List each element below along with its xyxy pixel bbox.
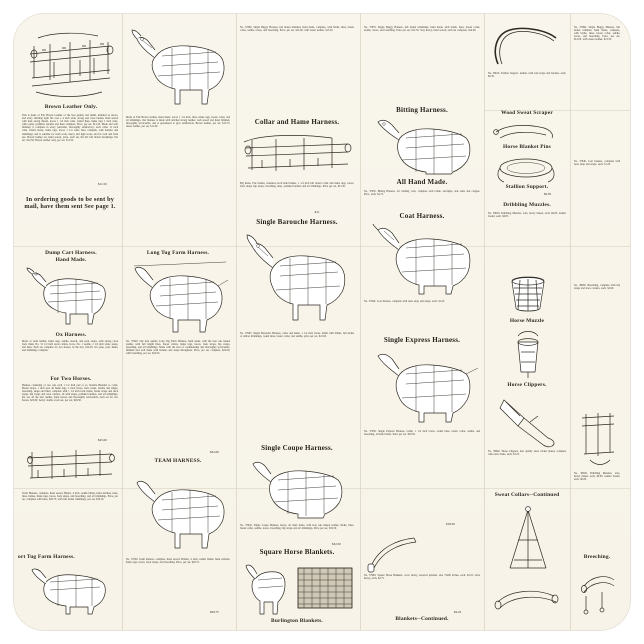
column-divider (360, 14, 361, 630)
heading-collar-hame: Collar and Hame Harness. (254, 118, 340, 126)
stallion-support-engraving (500, 504, 556, 578)
body-text: Made of Fair Brown leather, hand made, traces 1 1/4 inch, lines, hame tugs, breast collar, and all trimmings. Our harness is made with stitched strong leather, well sewed and hand finished, thoroughly serviceable, and is guaranteed to give satisfaction. Brown leather, per set, $10.75; russet leather, per set, $11.00. (126, 116, 230, 129)
heading-all-hand-made: All Hand Made. (396, 178, 448, 186)
body-text: No. 38060. Breeching, complete with hip straps and trace carriers, each, $2.90. (574, 284, 620, 291)
column-divider (570, 14, 571, 630)
body-text: Team Harness, complete, hand sewed, Brides, 4 inch, saddle blinds, hand stitched, reins, lines, hames, hame tugs, traces, back straps, and breeching, and all trimmings. Price, per set, complete with lines, $29.75; with full nickel trimmings, per set, $33.50. (22, 492, 118, 502)
heading-long-tug: Long Tug Farm Harness. (146, 250, 210, 256)
harness-frame-engraving (24, 28, 118, 100)
body-text: No. 38010. Stallion Support, leather, with web straps and buckles, each, $2.50. (488, 72, 566, 79)
heading-hand-made: Hand Made. (55, 257, 87, 263)
horse-profile-engraving (366, 118, 480, 176)
heading-square-blankets: Square Horse Blankets. (259, 548, 335, 556)
catalogue-page-collage (14, 14, 630, 630)
heading-wood-sweat-scraper: Wood Sweat Scraper (501, 110, 553, 116)
price-value: $0.95 (544, 192, 552, 196)
harnessed-horse-engraving (24, 266, 118, 328)
body-text: No. 37890. Single Buggy Harness, full nickel trimmed, hand made, complete, with bridle, lines, breast collar, saddle, traces, and breeching. Price, per set, $12.00; with russet leather, $13.50. (240, 26, 354, 33)
body-text: No. 37930. Team harness, complete, hand sewed, Bridles, 4 inch, saddle blinds, hand stitched, hame tugs, traces, back straps, and breeching. Price, per set, $29.75. (126, 558, 230, 565)
column-divider (484, 14, 485, 630)
body-text: Big hame, Fair leather, extended stock hand hames, 1 1/4 inch full nickel collar and hame tugs, traces, back straps, hip straps, breeching, lines, polished buckles and all trimmings. Price per set, $15.50. (240, 182, 354, 189)
heading-breeching: Breeching. (583, 554, 611, 560)
price-value: $2.25 (454, 610, 462, 614)
body-text: No. 37940. Coat harness, complete with neck strap and snaps, each, $1.25. (574, 160, 620, 167)
stallion-support-engraving (492, 154, 562, 184)
harnessed-horse-engraving (242, 458, 354, 520)
heading-short-tug: ort Tug Farm Harness. (18, 554, 75, 560)
body-text: No. 37980. Square Horse Blankets, wool, heavy, assorted patterns, size 72x80 inches, each, $2.25; extra heavy, each, $2.75. (364, 574, 480, 581)
horse-profile-engraving (242, 232, 354, 328)
heading-dribbling-muzzles: Dribbling Muzzles. (503, 202, 551, 208)
wire-muzzle-engraving (504, 270, 552, 316)
price-value: $25.00 (98, 438, 107, 442)
body-text: Made of solid leather, hame tugs, saddle, breech, and neck straps, with strong close back chain, No. 31 1/2 inch stock collars, bows, No. 1 saddle, 2 1/2 inch wide, snaps, and lines. Each set complete for two horses, in the box, $14.50. Ox yoke, pole, hame, and trimmings complete. (22, 340, 118, 353)
heading-team-harness: TEAM HARNESS. (154, 458, 202, 464)
price-value: $18.50 (446, 522, 455, 526)
heading-horse-blanket-pins: Horse Blanket Pins (503, 144, 551, 150)
body-text: No. 37890. Single Buggy Harness, full nickel trimmed, hand made, complete, with bridle, lines, breast collar, saddle, traces, and breeching. Price, per set, $12.00; with russet leather, $13.50. (574, 26, 620, 42)
horse-profile-engraving (128, 26, 232, 112)
body-text: No. 37870. Single Buggy Harness, full nickel trimmings, hand made, with bridle, lines, breast collar, saddle, traces, and breeching. Price per set, $12.50. Very heavy, hand sewed; each set complete, $14.00. (364, 26, 480, 33)
heading-blankets-continued: Blankets--Continued. (395, 616, 449, 622)
price-value: $11.50 (98, 182, 107, 186)
horse-clipper-engraving (494, 392, 562, 448)
heading-dump-cart: Dump Cart Harness. (45, 250, 97, 256)
heading-bitting: Bitting Harness. (396, 106, 448, 114)
harness-frame-engraving (242, 132, 354, 178)
column-divider (236, 14, 237, 630)
horse-collar-engraving (490, 24, 564, 72)
heading-horse-muzzle: Horse Muzzle (509, 318, 545, 324)
heading-ox-harness: Ox Harness. (55, 332, 87, 338)
heading-brown-leather-only: Brown Leather Only. (44, 104, 98, 110)
harnessed-horse-engraving (128, 260, 232, 336)
heading-two-horses: For Two Horses. (50, 376, 92, 382)
heading-sweat-collars: Sweat Collars--Continued (494, 492, 560, 498)
order-note: In ordering goods to be sent by mail, have them sent See page 1. (24, 196, 116, 210)
body-text: No. 37905. Single Barouche Harness, collar and hame, 1 1/4 inch traces, bridle with blinds, full nickel or rubber trimmings, round lines, breast collar, and saddle, price per set, $21.00. (240, 332, 354, 339)
body-text: No. 37920. Our best quality Long Tug Farm Harness, hand made, with the best oak tanned leather, with full length lines, breast collars, hame tugs, traces, back straps, hip straps, breeching, and all trimmings. Made with the best of workmanship and thoroughly serviceable, finished and well made with buckles and snaps throughout. Price, per set, complete, $22.00; with breeching, per set, $24.50. (126, 340, 230, 356)
body-text: Harness consisting of two sets each 1 1/2 inch pad or so. Double Buckled to collar. Breast straps, 1 inch pad, all hame tugs, 1 inch traces, back straps, double and single, breeching, snaps and lines; complete with 1 1/4 inch back bands, breast straps and neck straps, hip straps and trace carriers, all with snaps, polished buckles, and all trimmings. Per set, all the best leather, hand sewed, and thoroughly serviceable, each set for two horses, $25.00; heavy double work set, per set, $28.50. (22, 384, 118, 403)
wood-sweat-scraper-engraving (366, 532, 422, 574)
plaid-horse-blanket-engraving (294, 560, 356, 614)
heading-single-express: Single Express Harness. (383, 336, 461, 344)
body-text: No. 37935. Bitting Harness, for training colts, complete with bridle, surcingle, side reins and crupper. Price, each, $4.75. (364, 190, 480, 197)
body-text: No. 37920. Single Coupe Harness, heavy, all hand made, with best oak tanned leather, bridle, lines, breast collar, saddle, traces, breeching, hip straps and all trimmings. Price per set, $32.50. (240, 524, 354, 531)
body-text: No. 38020. Dribbling Muzzles, wire, heavy tinned, each, $0.65; leather bound, each, $0.85. (488, 212, 566, 219)
harnessed-horse-engraving (366, 224, 480, 296)
price-value: $32.50 (332, 542, 341, 546)
column-divider (122, 14, 123, 630)
body-text: No. 37950. Single Express Harness, bridle, 1 1/4 inch traces, round lines, breast collar, saddle, and breeching, all hand made. Price per set, $18.50. (364, 430, 480, 437)
harnessed-horse-engraving (128, 470, 232, 554)
price-value: $29.75 (210, 610, 219, 614)
horse-profile-engraving (244, 562, 288, 616)
heading-coat-harness: Coat Harness. (399, 212, 445, 220)
heading-burlington: Burlington Blankets. (271, 618, 323, 624)
heading-stallion-support: Stallion Support. (505, 184, 549, 190)
harnessed-horse-engraving (366, 348, 480, 426)
harness-frame-engraving (576, 408, 620, 468)
price-value: .$11 (314, 210, 320, 214)
feed-bucket-engraving (508, 328, 548, 380)
heading-single-coupe: Single Coupe Harness. (261, 444, 333, 452)
harnessed-horse-engraving (22, 564, 118, 616)
breeching-strap-engraving (492, 580, 564, 616)
body-text: No. 37940. Coat harness, complete with neck strap and snaps, each, $1.25. (364, 300, 445, 303)
breeching-strap-engraving (576, 566, 620, 616)
body-text: No. 38040. Horse Clippers, best quality steel, nickel plated, complete with extra blade, each, $3.25. (488, 450, 566, 457)
sticker-plate (14, 14, 630, 630)
body-text: This is made of Fair Brown Leather of the best quality and finish, trimmed as above, and every stitching tight fits over a 4 inch wide, strong and close buckle, hand sewed with dark strong thread, traces 1 1/4 inch wide, folded lines, hame tugs 1 inch wide, with round, polished, buckles and lines complete. Price, per set, $11.50. Made and well finished; it complete in every particular, thoroughly satisfactory; each collar 11 inch wide, folded breast, hame tugs, traces 1 1/4 wide, lines complete, with buckles and trimmings; and is suitable for team work, heavy and light work, and for road and farm use. Brown leather set, hand sewed, price, each set, $11.00; full nickel mountings. Per set, $12.50; Brown leather only, per set, $11.50. (22, 114, 118, 142)
heading-single-barouche: Single Barouche Harness. (256, 218, 338, 226)
harness-frame-engraving (24, 444, 118, 488)
blanket-pins-engraving (492, 120, 562, 144)
heading-horse-clippers: Horse Clippers. (507, 382, 547, 388)
price-value: $22.00 (210, 450, 219, 454)
body-text: No. 38020. Dribbling Muzzles, wire, heavy tinned, each, $0.65; leather bound, each, $0.85. (574, 472, 620, 482)
